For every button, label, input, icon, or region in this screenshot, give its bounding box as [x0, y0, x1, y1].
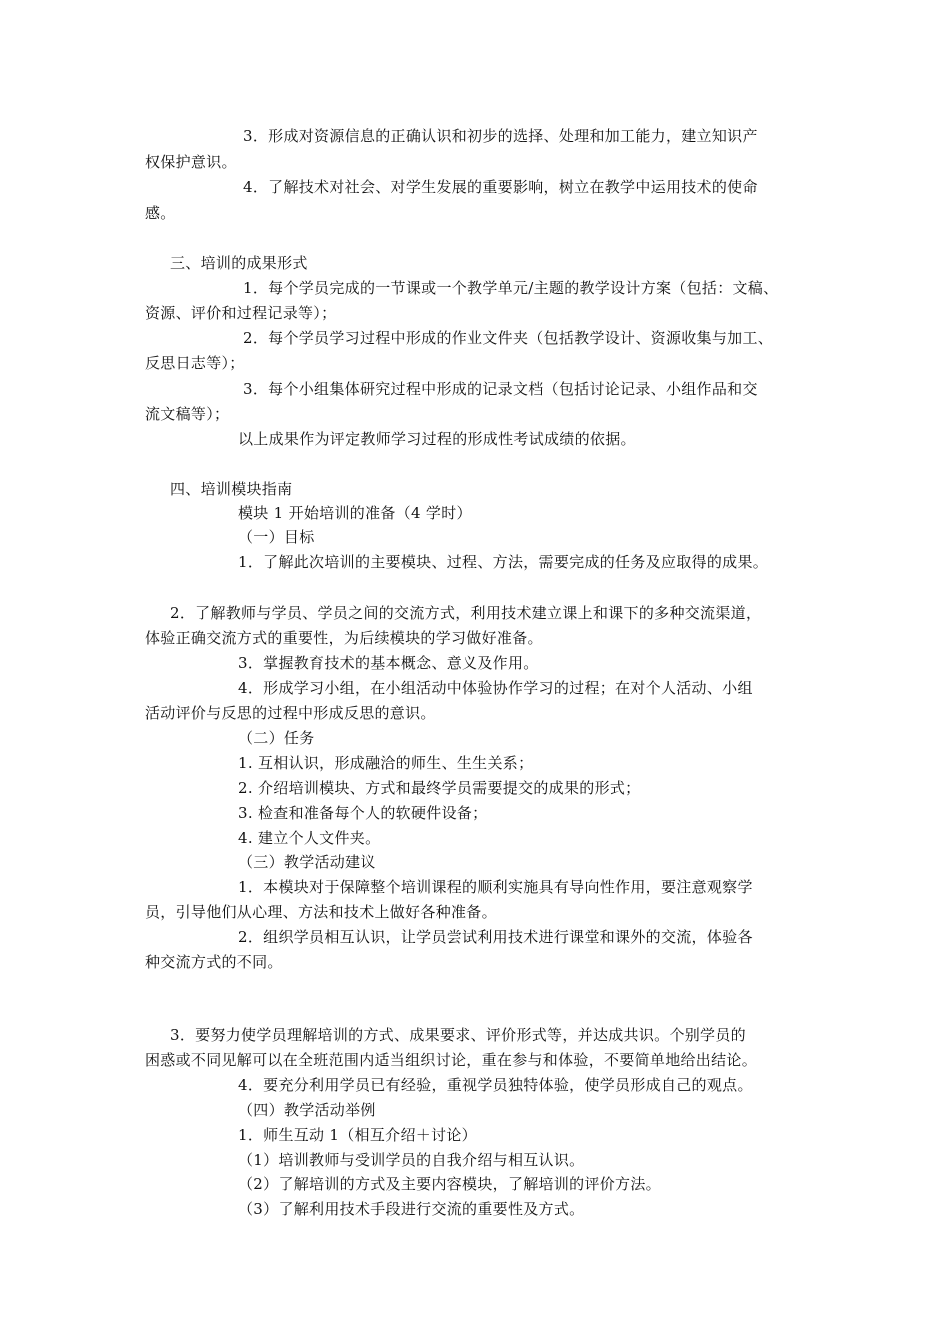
list-item: 4. 建立个人文件夹。 — [238, 829, 381, 847]
section-heading: 四、培训模块指南 — [170, 480, 293, 498]
text-line: 3．掌握教育技术的基本概念、意义及作用。 — [238, 654, 539, 672]
text-line: 感。 — [145, 204, 176, 222]
text-line: 种交流方式的不同。 — [145, 953, 283, 971]
section-heading: 三、培训的成果形式 — [170, 254, 308, 272]
text-line: 流文稿等）； — [145, 405, 230, 423]
text-line: 2．组织学员相互认识，让学员尝试利用技术进行课堂和课外的交流，体验各 — [238, 928, 753, 946]
text-line: 4．了解技术对社会、对学生发展的重要影响，树立在教学中运用技术的使命 — [243, 178, 758, 196]
text-line: 1．了解此次培训的主要模块、过程、方法，需要完成的任务及应取得的成果。 — [238, 553, 769, 571]
text-line: 3．形成对资源信息的正确认识和初步的选择、处理和加工能力，建立知识产 — [243, 127, 758, 145]
subsection-heading: （四）教学活动举例 — [238, 1101, 376, 1119]
text-line: 4．要充分利用学员已有经验，重视学员独特体验，使学员形成自己的观点。 — [238, 1076, 753, 1094]
text-line: 资源、评价和过程记录等）； — [145, 304, 337, 322]
text-line: 2．了解教师与学员、学员之间的交流方式，利用技术建立课上和课下的多种交流渠道， — [170, 604, 762, 622]
text-line: 困惑或不同见解可以在全班范围内适当组织讨论，重在参与和体验，不要简单地给出结论。 — [145, 1051, 758, 1069]
text-line: 1．师生互动 1（相互介绍＋讨论） — [238, 1126, 477, 1144]
text-line: 2．每个学员学习过程中形成的作业文件夹（包括教学设计、资源收集与加工、 — [243, 329, 774, 347]
text-line: 以上成果作为评定教师学习过程的形成性考试成绩的依据。 — [238, 430, 636, 448]
text-line: （3）了解利用技术手段进行交流的重要性及方式。 — [238, 1200, 585, 1218]
text-line: 4．形成学习小组，在小组活动中体验协作学习的过程；在对个人活动、小组 — [238, 679, 753, 697]
list-item: 3. 检查和准备每个人的软硬件设备； — [238, 804, 488, 822]
text-line: 3．每个小组集体研究过程中形成的记录文档（包括讨论记录、小组作品和交 — [243, 380, 758, 398]
list-item: 1. 互相认识，形成融洽的师生、生生关系； — [238, 754, 534, 772]
text-line: （1）培训教师与受训学员的自我介绍与相互认识。 — [238, 1151, 585, 1169]
text-line: 活动评价与反思的过程中形成反思的意识。 — [145, 704, 436, 722]
text-line: 权保护意识。 — [145, 153, 237, 171]
subsection-heading: （二）任务 — [238, 729, 315, 747]
text-line: 1．每个学员完成的一节课或一个教学单元/主题的教学设计方案（包括：文稿、 — [243, 279, 779, 297]
text-line: 体验正确交流方式的重要性，为后续模块的学习做好准备。 — [145, 629, 543, 647]
text-line: 员，引导他们从心理、方法和技术上做好各种准备。 — [145, 903, 497, 921]
text-line: 反思日志等）； — [145, 354, 245, 372]
subsection-heading: （三）教学活动建议 — [238, 853, 376, 871]
list-item: 2. 介绍培训模块、方式和最终学员需要提交的成果的形式； — [238, 779, 641, 797]
text-line: 3．要努力使学员理解培训的方式、成果要求、评价形式等，并达成共识。个别学员的 — [170, 1026, 746, 1044]
subsection-heading: （一）目标 — [238, 528, 315, 546]
module-title: 模块 1 开始培训的准备（4 学时） — [238, 504, 472, 522]
text-line: 1．本模块对于保障整个培训课程的顺利实施具有导向性作用，要注意观察学 — [238, 878, 753, 896]
text-line: （2）了解培训的方式及主要内容模块，了解培训的评价方法。 — [238, 1175, 661, 1193]
